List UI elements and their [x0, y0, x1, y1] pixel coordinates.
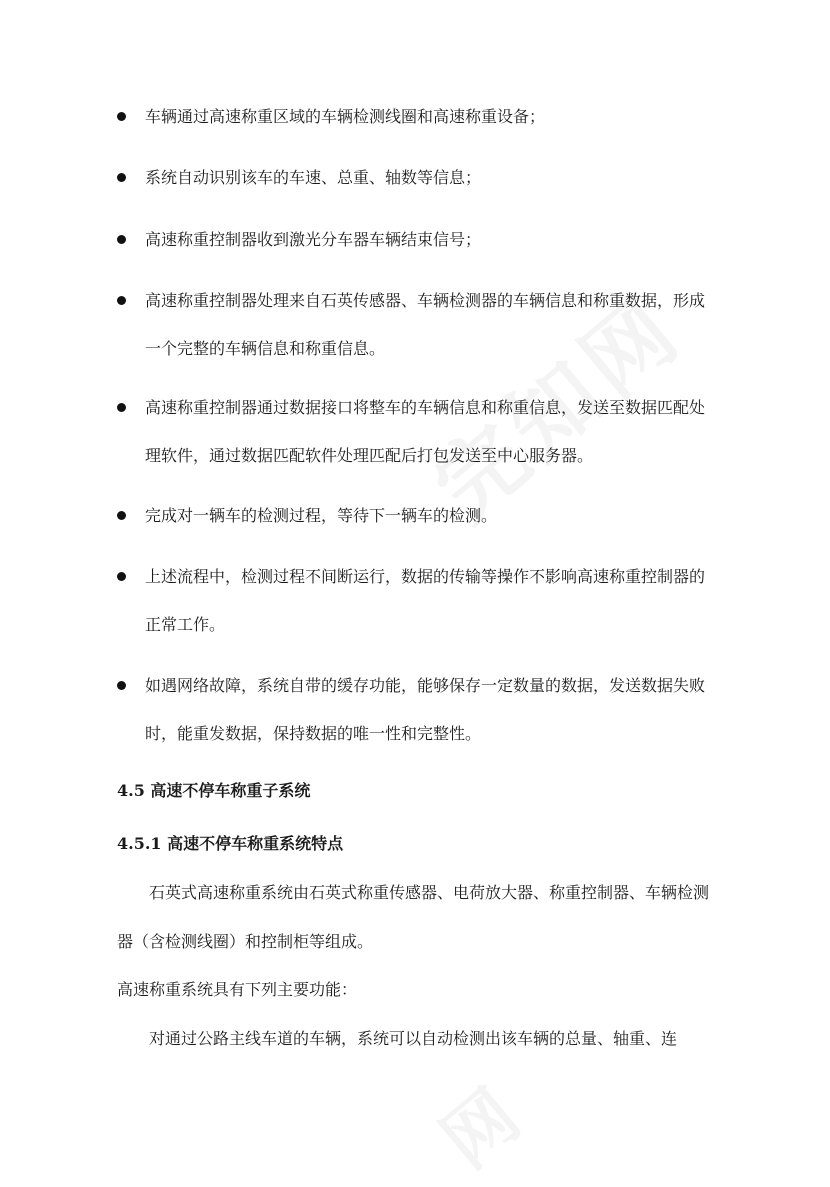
- bullet-icon: [117, 511, 126, 520]
- watermark-bottom: [416, 1057, 543, 1187]
- section-heading: 4.5 高速不停车称重子系统: [117, 781, 311, 800]
- bullet-icon: [117, 296, 126, 305]
- bullet-icon: [117, 681, 126, 690]
- list-item: 高速称重控制器处理来自石英传感器、车辆检测器的车辆信息和称重数据，形成一个完整的车辆信息和称重信息。: [145, 291, 706, 358]
- bullet-icon: [117, 235, 126, 244]
- body-paragraph: 石英式高速称重系统由石英式称重传感器、电荷放大器、称重控制器、车辆检测器（含检测线圈）和控制柜等组成。: [117, 883, 710, 951]
- bullet-icon: [117, 403, 126, 412]
- bullet-icon: [117, 173, 126, 182]
- list-item: 完成对一辆车的检测过程，等待下一辆车的检测。: [145, 506, 498, 525]
- bullet-icon: [117, 572, 126, 581]
- list-item: 如遇网络故障，系统自带的缓存功能，能够保存一定数量的数据，发送数据失败时，能重发数据，保持数据的唯一性和完整性。: [145, 676, 706, 743]
- body-paragraph: 对通过公路主线车道的车辆，系统可以自动检测出该车辆的总量、轴重、连: [149, 1029, 678, 1048]
- list-item: 高速称重控制器通过数据接口将整车的车辆信息和称重信息，发送至数据匹配处理软件，通过数据匹配软件处理匹配后打包发送至中心服务器。: [145, 398, 706, 465]
- list-item: 上述流程中，检测过程不间断运行，数据的传输等操作不影响高速称重控制器的正常工作。: [145, 567, 706, 634]
- list-item: 系统自动识别该车的车速、总重、轴数等信息；: [145, 168, 482, 187]
- body-paragraph: 高速称重系统具有下列主要功能：: [117, 980, 358, 999]
- list-item: 高速称重控制器收到激光分车器车辆结束信号；: [145, 230, 482, 249]
- list-item: 车辆通过高速称重区域的车辆检测线圈和高速称重设备；: [145, 107, 546, 126]
- bullet-icon: [117, 112, 126, 121]
- subsection-heading: 4.5.1 高速不停车称重系统特点: [117, 834, 344, 853]
